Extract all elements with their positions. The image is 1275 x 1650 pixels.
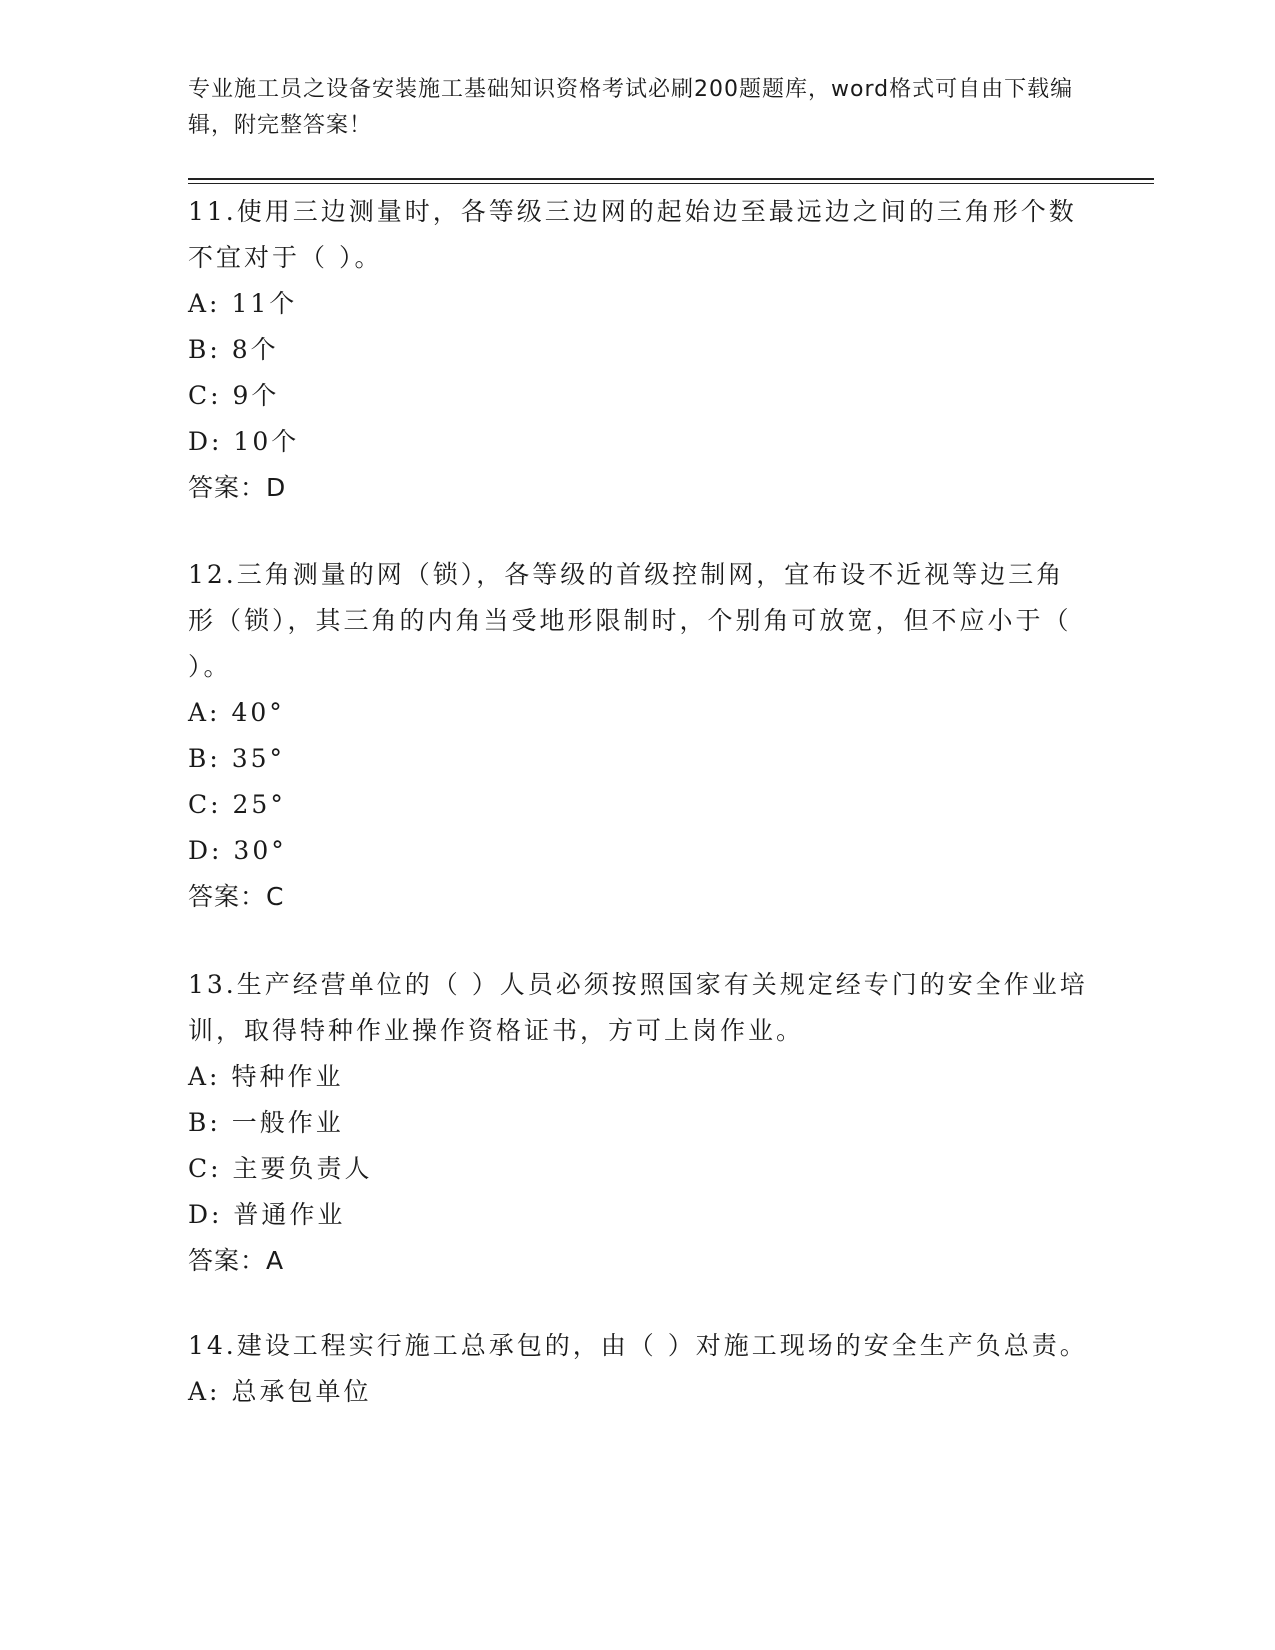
question-stem: 11.使用三边测量时，各等级三边网的起始边至最远边之间的三角形个数不宜对于（ ）。 xyxy=(188,197,1077,272)
option-text: 主要负责人 xyxy=(232,1154,373,1183)
header-divider-thin xyxy=(188,183,1154,184)
question-stem: 13.生产经营单位的（ ）人员必须按照国家有关规定经专门的安全作业培训，取得特种作业操作资格证书，方可上岗作业。 xyxy=(188,970,1088,1045)
option-a xyxy=(188,1054,1088,1100)
option-a xyxy=(188,690,1088,736)
option-text: 总承包单位 xyxy=(231,1377,372,1406)
option-text: 一般作业 xyxy=(231,1108,344,1137)
option-text: 10个 xyxy=(233,427,300,456)
option-letter: C: xyxy=(188,790,222,819)
option-text: 11个 xyxy=(231,289,298,318)
option-letter: A: xyxy=(188,1062,221,1091)
option-text: 特种作业 xyxy=(231,1062,344,1091)
answer-line: 答案：A xyxy=(188,1246,285,1275)
option-c xyxy=(188,782,1088,828)
option-letter: D: xyxy=(188,1200,223,1229)
option-b xyxy=(188,736,1088,782)
option-letter: B: xyxy=(188,335,221,364)
option-letter: A: xyxy=(188,289,221,318)
option-letter: C: xyxy=(188,381,222,410)
question-stem: 12.三角测量的网（锁），各等级的首级控制网，宜布设不近视等边三角形（锁），其三角的内角当受地形限制时，个别角可放宽，但不应小于（ ）。 xyxy=(188,560,1072,681)
option-letter: A: xyxy=(188,1377,221,1406)
option-text: 8个 xyxy=(231,335,279,364)
option-letter: A: xyxy=(188,698,221,727)
option-text: 25° xyxy=(232,790,286,819)
option-letter: D: xyxy=(188,836,223,865)
option-c xyxy=(188,1146,1088,1192)
option-text: 30° xyxy=(233,836,287,865)
document-header xyxy=(188,72,1088,144)
option-c xyxy=(188,373,1088,419)
option-letter: D: xyxy=(188,427,223,456)
option-a xyxy=(188,1369,1088,1415)
option-d xyxy=(188,828,1088,874)
question-14 xyxy=(188,1323,1088,1415)
option-b xyxy=(188,327,1088,373)
option-text: 普通作业 xyxy=(233,1200,346,1229)
header-text: 专业施工员之设备安装施工基础知识资格考试必刷200题题库，word格式可自由下载编辑，附完整答案！ xyxy=(188,77,1074,138)
header-divider-thick xyxy=(188,178,1154,180)
option-d xyxy=(188,419,1088,465)
answer-line: 答案：D xyxy=(188,473,287,502)
option-a xyxy=(188,281,1088,327)
option-text: 40° xyxy=(231,698,285,727)
option-letter: B: xyxy=(188,1108,221,1137)
option-text: 9个 xyxy=(232,381,280,410)
question-11 xyxy=(188,189,1088,511)
option-text: 35° xyxy=(231,744,286,773)
question-stem: 14.建设工程实行施工总承包的，由（ ）对施工现场的安全生产负总责。 xyxy=(188,1331,1088,1360)
option-letter: B: xyxy=(188,744,221,773)
question-12 xyxy=(188,552,1088,920)
option-letter: C: xyxy=(188,1154,222,1183)
option-b xyxy=(188,1100,1088,1146)
question-13 xyxy=(188,962,1088,1284)
option-d xyxy=(188,1192,1088,1238)
answer-line: 答案：C xyxy=(188,882,285,911)
